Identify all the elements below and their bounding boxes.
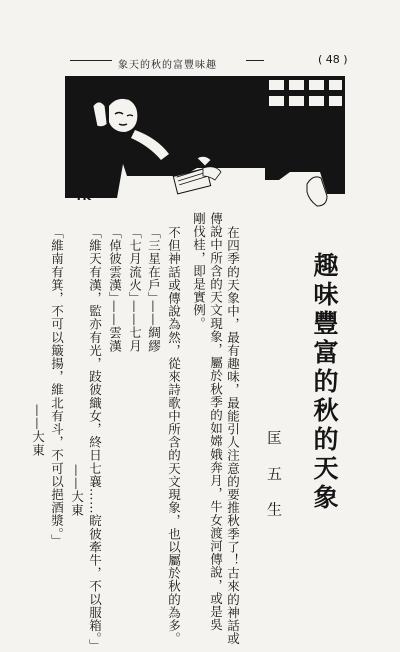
illustration-woman-at-window <box>65 76 345 212</box>
poem-source-3: ——雲漢 <box>107 300 123 353</box>
poem-quote-4: 「維天有漢，監亦有光，跂彼織女，終日七襄……睆彼牽牛，不以服箱。」 <box>87 226 103 652</box>
poem-source-1: ——綢繆 <box>146 300 162 353</box>
article-paragraph-3: 剛伐桂，即是實例。 <box>191 212 207 330</box>
poem-source-4: ——大東 <box>69 464 85 517</box>
running-header-title: 象天的秋的富豐味趣 <box>118 60 217 71</box>
article-paragraph-1: 在四季的天象中，最有趣味，最能引人注意的要推秋季了！古來的神話或 <box>225 226 241 646</box>
header-rule-left <box>70 60 112 61</box>
poem-quote-2: 「七月流火」 <box>127 226 143 305</box>
article-author: 匡 五 生 <box>265 430 283 525</box>
article-title: 趣味豐富的秋的天象 <box>310 252 339 513</box>
header-rule-right <box>246 60 264 61</box>
article-paragraph-4: 不但神話或傳說為然，從來詩歌中所含的天文現象，也以屬於秋的為多。 <box>166 226 182 646</box>
poem-source-2: ——七月 <box>127 300 143 353</box>
poem-source-5: ——大東 <box>30 404 46 457</box>
poem-quote-3: 「倬彼雲漢」 <box>107 226 123 305</box>
illustrator-initials: TK <box>75 190 92 203</box>
article-paragraph-2: 傳說中所含的天文現象，屬於秋季的如嫦娥奔月，牛女渡河傳說，或是吳 <box>208 212 224 632</box>
poem-quote-5: 「維南有箕，不可以簸揚，維北有斗，不可以挹酒漿。」 <box>49 226 65 548</box>
page-number: ( 48 ) <box>318 53 348 66</box>
poem-quote-1: 「三星在戶」 <box>146 226 162 305</box>
